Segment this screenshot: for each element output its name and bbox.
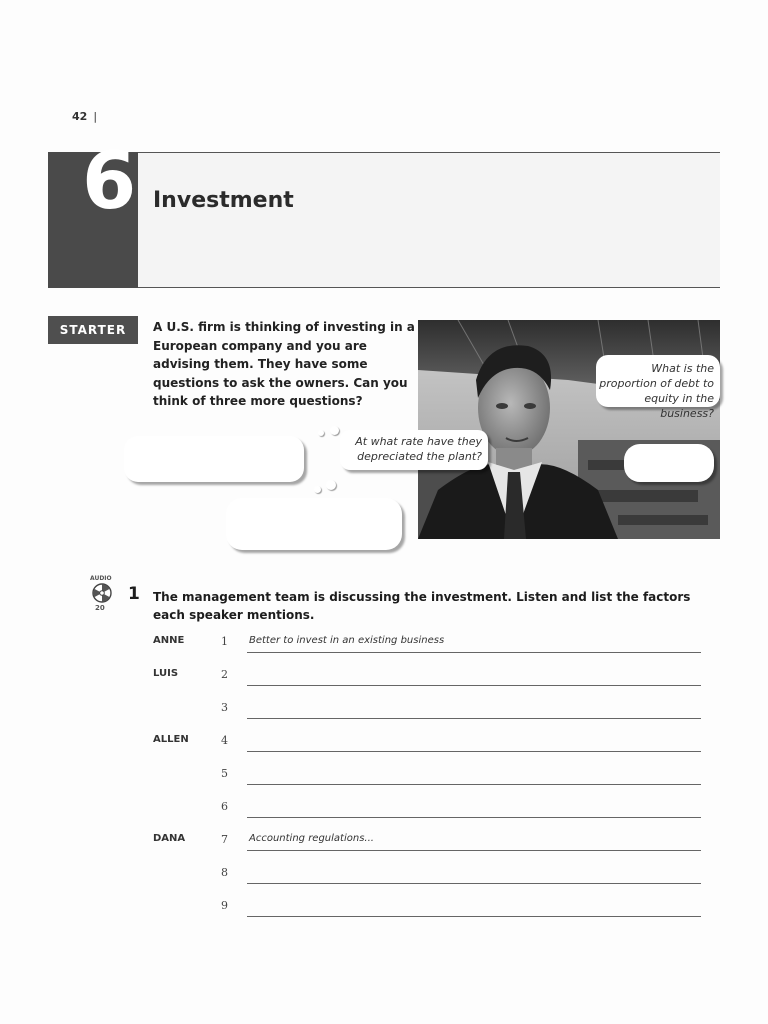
speech-bubble-depreciation — [340, 430, 488, 470]
bubble-text-depreciation: At what rate have they depreciated the plant? — [355, 435, 482, 463]
answer-text: Accounting regulations... — [249, 833, 374, 844]
answer-row — [153, 699, 701, 719]
audio-label: AUDIO — [90, 575, 112, 582]
answer-line[interactable] — [247, 916, 701, 917]
exercise-instruction: The management team is discussing the investment. Listen and list the factors each speaker mentions. — [153, 590, 691, 622]
item-number: 8 — [221, 866, 228, 879]
starter-label: STARTER — [48, 316, 138, 344]
chapter-number: 6 — [82, 137, 137, 227]
answer-line[interactable] — [247, 751, 701, 752]
page-number-value: 42 — [72, 110, 88, 123]
page-number — [72, 110, 97, 123]
page-number-separator: | — [93, 110, 98, 123]
empty-thought-bubble-left — [124, 436, 304, 482]
item-number: 6 — [221, 800, 228, 813]
thought-dot — [318, 430, 324, 436]
answer-row — [153, 633, 701, 653]
item-number: 2 — [221, 668, 228, 681]
answer-row — [153, 831, 701, 851]
item-number: 7 — [221, 833, 228, 846]
answer-line[interactable] — [247, 784, 701, 785]
item-number: 1 — [221, 635, 228, 648]
answer-line[interactable] — [247, 850, 701, 851]
thought-dot — [314, 486, 321, 493]
bubble-text-debt-equity: What is the proportion of debt to equity in the business? — [599, 362, 714, 420]
audio-track-number: 20 — [95, 604, 105, 612]
item-number: 4 — [221, 734, 228, 747]
item-number: 5 — [221, 767, 228, 780]
thought-dot — [330, 426, 339, 435]
answer-row — [153, 798, 701, 818]
answer-line[interactable] — [247, 652, 701, 653]
answer-row — [153, 666, 701, 686]
answer-line[interactable] — [247, 718, 701, 719]
speaker-name: LUIS — [153, 668, 179, 679]
chapter-header-band — [48, 152, 720, 288]
starter-text: A U.S. firm is thinking of investing in a European company and you are advising them. They have some questions to ask the owners. Can you think of three more questions? — [153, 320, 415, 408]
answer-line[interactable] — [247, 685, 701, 686]
answer-line[interactable] — [247, 817, 701, 818]
item-number: 9 — [221, 899, 228, 912]
speaker-name: DANA — [153, 833, 186, 844]
empty-thought-bubble-right — [624, 444, 714, 482]
answer-row — [153, 864, 701, 884]
answer-row — [153, 732, 701, 752]
chapter-title: Investment — [153, 188, 294, 213]
answer-row — [153, 765, 701, 785]
answer-text: Better to invest in an existing business — [249, 635, 445, 646]
answer-row — [153, 897, 701, 917]
empty-thought-bubble-bottom — [226, 498, 402, 550]
answer-line[interactable] — [247, 883, 701, 884]
thought-dot — [326, 480, 336, 490]
speaker-name: ANNE — [153, 635, 185, 646]
item-number: 3 — [221, 701, 228, 714]
speaker-name: ALLEN — [153, 734, 189, 745]
speech-bubble-debt-equity — [596, 355, 720, 420]
exercise-number: 1 — [128, 584, 140, 604]
